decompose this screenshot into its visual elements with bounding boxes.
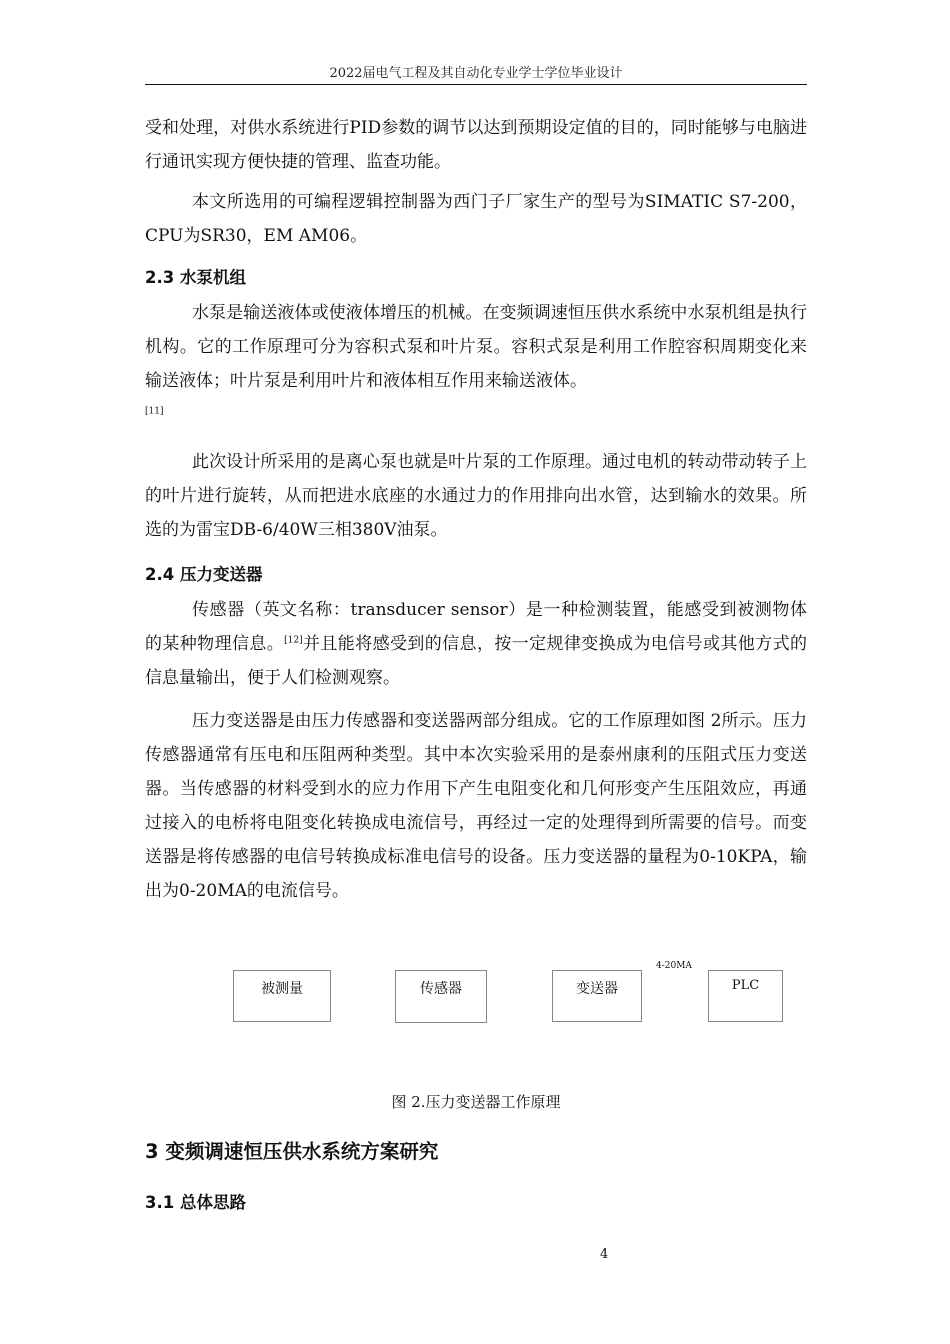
section-heading-2-3: 2.3 水泵机组 (145, 268, 246, 287)
citation-12: [12] (284, 635, 303, 646)
diagram-box-transmitter: 变送器 (552, 970, 642, 1022)
pump-intro-text: 水泵是输送液体或使液体增压的机械。在变频调速恒压供水系统中水泵机组是执行机构。它的工作原理可分为容积式泵和叶片泵。容积式泵是利用工作腔容积周期变化来输送液体；叶片泵是利用叶片和液体相互作用来输送液体。 (145, 303, 807, 391)
section-heading-3-1: 3.1 总体思路 (145, 1193, 246, 1212)
figure-caption: 图 2.压力变送器工作原理 (391, 1093, 561, 1111)
citation-11: [11] (145, 406, 164, 417)
page-header: 2022届电气工程及其自动化专业学士学位毕业设计 (329, 66, 623, 81)
page-number: 4 (600, 1247, 609, 1262)
paragraph-sensor (145, 593, 807, 695)
diagram-signal-label: 4-20MA (656, 961, 692, 971)
chapter-heading-3: 3 变频调速恒压供水系统方案研究 (145, 1140, 439, 1163)
paragraph-transmitter: 压力变送器是由压力传感器和变送器两部分组成。它的工作原理如图 2所示。压力传感器通常有压电和压阻两种类型。其中本次实验采用的是泰州康利的压阻式压力变送器。当传感器的材料受到水的应力作用下产生电阻变化和几何形变产生压阻效应，再通过接入的电桥将电阻变化转换成电流信号，再经过一定的处理得到所需要的信号。而变送器是将传感器的电信号转换成标准电信号的设备。压力变送器的量程为0-10KPA，输出为0-20MA的电流信号。 (145, 711, 807, 901)
paragraph-plc-continued: 受和处理，对供水系统进行PID参数的调节以达到预期设定值的目的，同时能够与电脑进行通讯实现方便快捷的管理、监查功能。 (145, 118, 807, 172)
diagram-box-measured: 被测量 (233, 970, 331, 1022)
sensor-text-b: 并且能将感受到的信息，按一定规律变换成为电信号或其他方式的信息量输出，便于人们检测观察。 (145, 634, 808, 688)
header-rule (145, 84, 807, 85)
paragraph-pump-design: 此次设计所采用的是离心泵也就是叶片泵的工作原理。通过电机的转动带动转子上的叶片进行旋转，从而把进水底座的水通过力的作用排向出水管，达到输水的效果。所选的为雷宝DB-6/40W三相380V油泵。 (145, 452, 807, 540)
section-heading-2-4: 2.4 压力变送器 (145, 565, 263, 584)
paragraph-pump-intro (145, 296, 807, 432)
paragraph-plc-model: 本文所选用的可编程逻辑控制器为西门子厂家生产的型号为SIMATIC S7-200，CPU为SR30，EM AM06。 (145, 192, 807, 246)
sensor-text-a: 传感器（英文名称：transducer sensor）是一种检测装置，能感受到被测物体的某种物理信息。 (145, 600, 807, 654)
diagram-box-sensor: 传感器 (395, 970, 487, 1023)
diagram-box-plc: PLC (708, 970, 783, 1022)
